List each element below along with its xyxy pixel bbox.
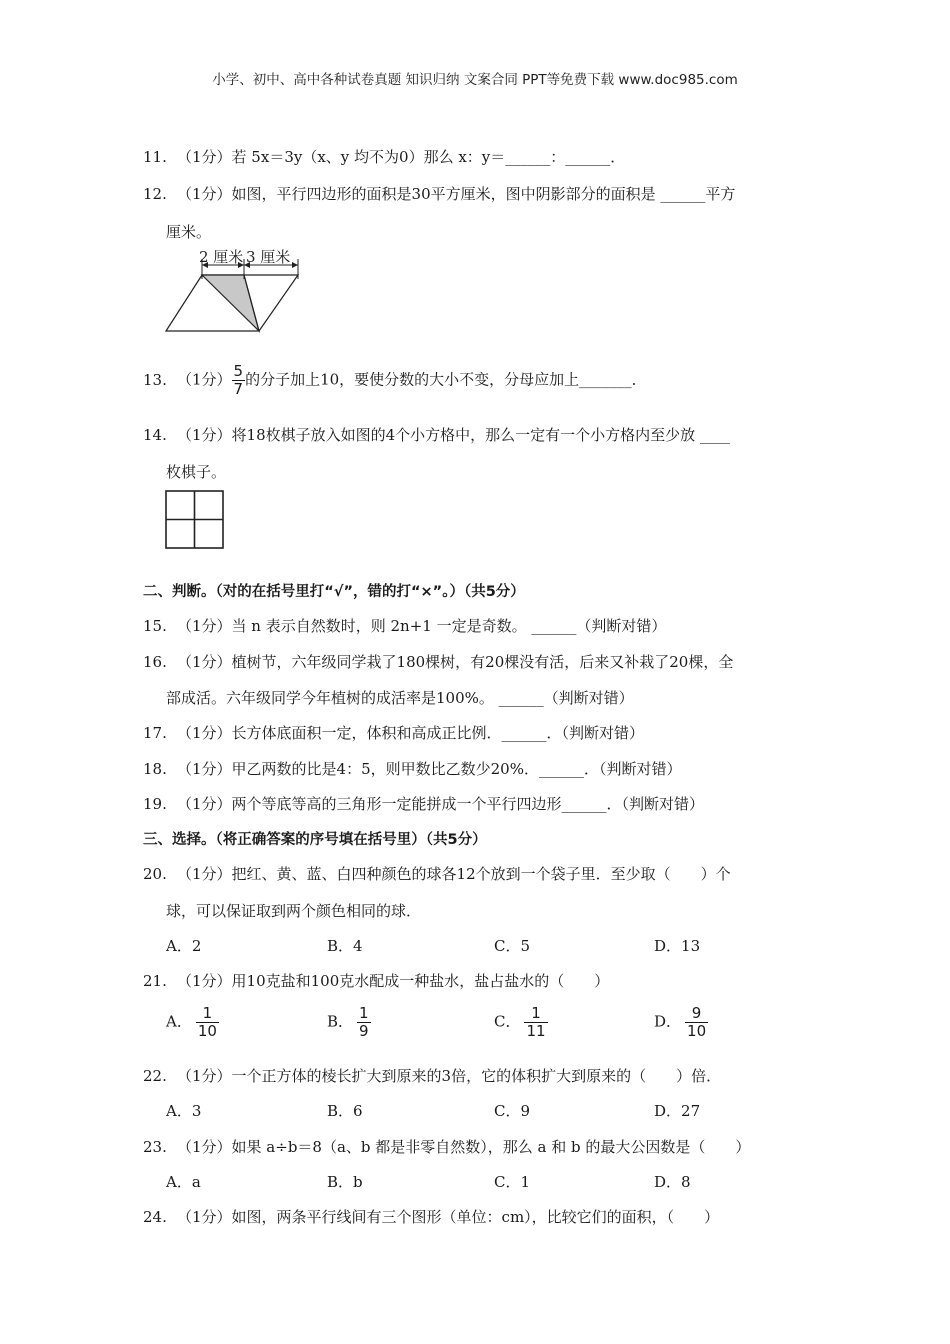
grid-figure [165,490,225,550]
question-21 [143,970,609,991]
fraction-denominator: 11 [526,1022,546,1040]
option-d: D．13 [654,937,701,955]
question-prefix: （1分） [177,370,232,389]
question-text: （1分）把红、黄、蓝、白四种颜色的球各12个放到一个袋子里．至少取（ ）个 [177,865,731,883]
question-number: 14. [143,426,167,444]
question-19 [143,793,704,814]
fraction-denominator: 10 [197,1022,217,1040]
fraction-numerator: 9 [691,1004,702,1022]
option-d [654,1005,708,1040]
question-number: 19. [143,795,167,813]
question-13 [143,363,647,398]
question-text: （1分）如图，两条平行线间有三个图形（单位：cm），比较它们的面积，（ ） [177,1208,720,1226]
fraction-numerator: 1 [531,1004,541,1022]
option-label: C． [494,1012,521,1031]
question-number: 12. [143,185,167,203]
section-heading-2: 二、判断。（对的在括号里打“√”，错的打“×”。）（共5分） [143,584,525,600]
question-text: （1分）将18枚棋子放入如图的4个小方格中，那么一定有一个小方格内至少放 ____ [177,426,730,444]
question-12-continuation: 厘米。 [166,223,212,241]
question-number: 16. [143,653,167,671]
option-b: B．6 [327,1102,363,1120]
question-text: （1分）若 5x＝3y（x、y 均不为0）那么 x：y＝______：______． [177,148,626,166]
question-14-continuation: 枚棋子。 [166,463,227,481]
question-text: （1分）一个正方体的棱长扩大到原来的3倍，它的体积扩大到原来的（ ）倍． [177,1067,722,1085]
option-a: A．a [166,1173,201,1191]
fraction [524,1005,547,1040]
question-number: 11. [143,148,167,166]
option-d: D．8 [654,1173,691,1191]
question-16-continuation: 部成活。六年级同学今年植树的成活率是100%。 ______（判断对错） [166,689,634,707]
question-text: （1分）用10克盐和100克水配成一种盐水，盐占盐水的（ ） [177,972,610,990]
fraction-numerator: 1 [202,1004,213,1022]
question-number: 24. [143,1208,167,1226]
question-text: 的分子加上10，要使分数的大小不变，分母应加上_______． [245,370,647,389]
fraction [357,1005,371,1040]
page-header: 小学、初中、高中各种试卷真题 知识归纳 文案合同 PPT等免费下载 www.doc985.com [212,72,738,88]
fraction-denominator: 7 [233,380,244,398]
question-text: （1分）如果 a÷b＝8（a、b 都是非零自然数），那么 a 和 b 的最大公因数是（ ） [177,1138,751,1156]
dimension-label-right: 3 厘米 [246,248,291,266]
question-text: （1分）植树节，六年级同学栽了180棵树，有20棵没有活，后来又补栽了20棵，全 [177,653,734,671]
question-text: （1分）当 n 表示自然数时，则 2n+1 一定是奇数。 ______（判断对错） [177,617,667,635]
fraction [685,1005,708,1040]
option-a [166,1005,219,1040]
option-label: D． [654,1012,682,1031]
question-12 [143,183,735,204]
option-d: D．27 [654,1102,701,1120]
question-23 [143,1136,750,1157]
option-c: C．1 [494,1173,531,1191]
fraction-denominator: 9 [359,1022,369,1040]
arrow-head [292,262,298,268]
option-c: C．5 [494,937,531,955]
question-20 [143,863,731,884]
option-b: B．4 [327,937,363,955]
question-number: 20. [143,865,167,883]
question-17 [143,722,644,743]
question-20-continuation: 球，可以保证取到两个颜色相同的球． [166,902,422,920]
question-text: （1分）甲乙两数的比是4：5，则甲数比乙数少20%．______．（判断对错） [177,760,682,778]
question-22 [143,1065,721,1086]
option-label: B． [327,1012,354,1031]
question-16 [143,651,733,672]
option-c [494,1005,548,1040]
shaded-triangle [202,275,259,331]
option-a: A．3 [166,1102,202,1120]
question-number: 22. [143,1067,167,1085]
question-15 [143,615,666,636]
question-text: （1分）长方体底面积一定，体积和高成正比例．______．（判断对错） [177,724,645,742]
question-number: 15. [143,617,167,635]
question-text: （1分）如图，平行四边形的面积是30平方厘米，图中阴影部分的面积是 ______平方 [177,185,736,203]
question-11 [143,146,625,167]
option-a: A．2 [166,937,202,955]
question-14 [143,424,730,445]
question-number: 17. [143,724,167,742]
fraction-numerator: 1 [359,1004,369,1022]
option-b [327,1005,371,1040]
question-18 [143,758,681,779]
fraction-denominator: 10 [687,1022,707,1040]
question-number: 18. [143,760,167,778]
question-number: 13. [143,370,167,389]
option-label: A． [166,1012,192,1031]
parallelogram-figure [160,245,310,337]
section-heading-3: 三、选择。（将正确答案的序号填在括号里）（共5分） [143,832,487,848]
fraction [196,1005,219,1040]
dimension-label-left: 2 厘米 [199,248,244,266]
question-number: 23. [143,1138,167,1156]
question-number: 21. [143,972,167,990]
question-24 [143,1206,719,1227]
fraction-numerator: 5 [233,362,244,380]
option-b: B．b [327,1173,363,1191]
question-text: （1分）两个等底等高的三角形一定能拼成一个平行四边形______．（判断对错） [177,795,705,813]
fraction [232,363,246,398]
option-c: C．9 [494,1102,531,1120]
